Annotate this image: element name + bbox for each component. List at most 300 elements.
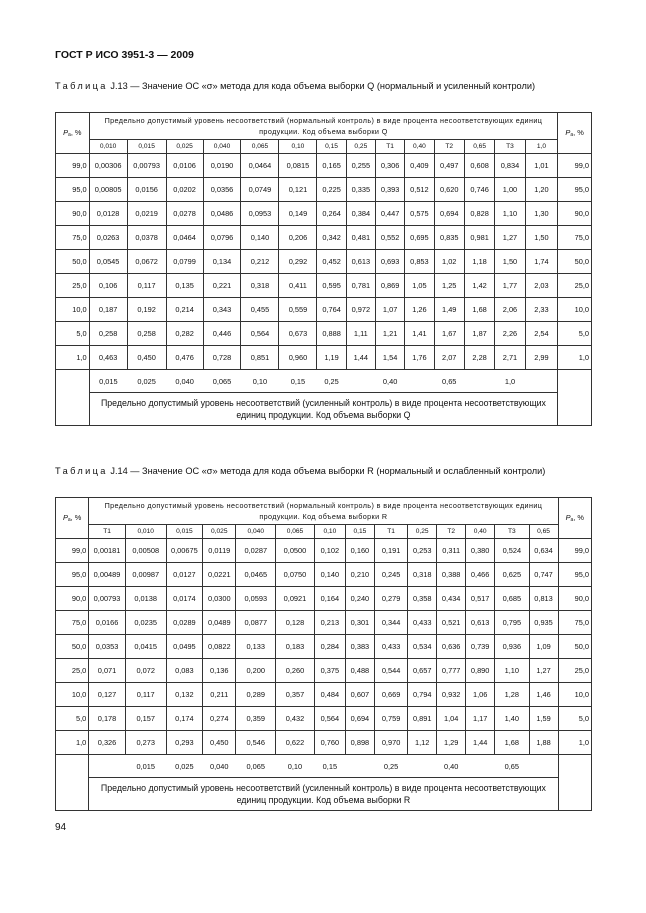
value-cell: 1,02 xyxy=(434,250,464,274)
pa-value-right: 10,0 xyxy=(558,298,592,322)
value-cell: 1,50 xyxy=(495,250,525,274)
tightened-code-row xyxy=(56,755,592,778)
value-cell: 1,11 xyxy=(346,322,375,346)
table-row xyxy=(56,298,592,322)
value-cell: 0,890 xyxy=(466,659,495,683)
aql-code-header: 1,0 xyxy=(525,140,558,154)
aql-code-header: 0,040 xyxy=(203,140,241,154)
value-cell: 0,524 xyxy=(495,539,529,563)
value-cell: 1,09 xyxy=(529,635,558,659)
value-cell: 1,25 xyxy=(434,274,464,298)
value-cell: 0,433 xyxy=(374,635,407,659)
value-cell: 1,01 xyxy=(525,154,558,178)
value-cell: 0,476 xyxy=(166,346,203,370)
value-cell: 0,607 xyxy=(345,683,374,707)
tightened-aql-code: 1,0 xyxy=(495,370,525,393)
value-cell: 0,613 xyxy=(346,250,375,274)
table-row xyxy=(56,659,592,683)
tightened-aql-code: 0,40 xyxy=(375,370,404,393)
value-cell: 0,127 xyxy=(89,683,126,707)
value-cell: 1,17 xyxy=(466,707,495,731)
value-cell: 2,03 xyxy=(525,274,558,298)
aql-code-row xyxy=(56,140,592,154)
value-cell: 1,21 xyxy=(375,322,404,346)
value-cell: 0,284 xyxy=(314,635,345,659)
value-cell: 1,41 xyxy=(405,322,434,346)
value-cell: 0,0815 xyxy=(279,154,317,178)
value-cell: 0,552 xyxy=(375,226,404,250)
value-cell: 0,102 xyxy=(314,539,345,563)
tightened-aql-code: 0,015 xyxy=(89,370,127,393)
value-cell: 1,54 xyxy=(375,346,404,370)
value-cell: 0,409 xyxy=(405,154,434,178)
value-cell: 0,0156 xyxy=(127,178,166,202)
value-cell: 0,564 xyxy=(241,322,279,346)
aql-code-header: 0,010 xyxy=(125,525,166,539)
pa-value-left: 99,0 xyxy=(56,154,90,178)
value-cell: 0,00508 xyxy=(125,539,166,563)
value-cell: 0,512 xyxy=(405,178,434,202)
tightened-aql-code: 0,025 xyxy=(127,370,166,393)
tightened-aql-code: 0,15 xyxy=(314,755,345,778)
value-cell: 0,613 xyxy=(466,611,495,635)
value-cell: 0,620 xyxy=(434,178,464,202)
table-row xyxy=(56,154,592,178)
tightened-aql-code: 0,040 xyxy=(203,755,236,778)
normal-inspection-header: Предельно допустимый уровень несоответствий (нормальный контроль) в виде процента несоответствующих единиц продукции. Код объема выборки Q xyxy=(89,113,558,140)
value-cell: 0,160 xyxy=(345,539,374,563)
value-cell: 0,534 xyxy=(408,635,437,659)
value-cell: 1,20 xyxy=(525,178,558,202)
value-cell: 0,210 xyxy=(345,563,374,587)
value-cell: 0,258 xyxy=(127,322,166,346)
table-j14 xyxy=(55,497,592,811)
value-cell: 0,466 xyxy=(466,563,495,587)
value-cell: 0,888 xyxy=(317,322,346,346)
value-cell: 0,00793 xyxy=(89,587,126,611)
value-cell: 0,0822 xyxy=(203,635,236,659)
pa-value-right: 5,0 xyxy=(558,707,591,731)
value-cell: 0,393 xyxy=(375,178,404,202)
value-cell: 2,54 xyxy=(525,322,558,346)
pa-value-left: 25,0 xyxy=(56,659,89,683)
pa-value-left: 5,0 xyxy=(56,322,90,346)
value-cell: 0,828 xyxy=(464,202,494,226)
value-cell: 0,851 xyxy=(241,346,279,370)
blank-corner-left xyxy=(56,370,90,426)
value-cell: 0,695 xyxy=(405,226,434,250)
pa-value-left: 5,0 xyxy=(56,707,89,731)
value-cell: 1,77 xyxy=(495,274,525,298)
value-cell: 0,072 xyxy=(125,659,166,683)
value-cell: 1,30 xyxy=(525,202,558,226)
value-cell: 0,200 xyxy=(236,659,276,683)
value-cell: 0,0202 xyxy=(166,178,203,202)
aql-code-header: T3 xyxy=(495,140,525,154)
table-row xyxy=(56,226,592,250)
value-cell: 0,564 xyxy=(314,707,345,731)
value-cell: 0,777 xyxy=(437,659,466,683)
tightened-aql-code xyxy=(346,370,375,393)
aql-code-header: 0,040 xyxy=(236,525,276,539)
value-cell: 0,117 xyxy=(127,274,166,298)
tightened-aql-code xyxy=(529,755,558,778)
value-cell: 0,0356 xyxy=(203,178,241,202)
pa-value-left: 90,0 xyxy=(56,202,90,226)
value-cell: 0,135 xyxy=(166,274,203,298)
value-cell: 0,206 xyxy=(279,226,317,250)
value-cell: 0,273 xyxy=(125,731,166,755)
value-cell: 2,07 xyxy=(434,346,464,370)
value-cell: 1,87 xyxy=(464,322,494,346)
value-cell: 0,00675 xyxy=(166,539,203,563)
value-cell: 0,625 xyxy=(495,563,529,587)
value-cell: 0,673 xyxy=(279,322,317,346)
value-cell: 0,140 xyxy=(314,563,345,587)
value-cell: 2,71 xyxy=(495,346,525,370)
value-cell: 0,432 xyxy=(276,707,315,731)
pa-value-left: 10,0 xyxy=(56,683,89,707)
value-cell: 0,970 xyxy=(374,731,407,755)
tightened-aql-code: 0,025 xyxy=(166,755,203,778)
value-cell: 1,40 xyxy=(495,707,529,731)
aql-code-header: 0,15 xyxy=(317,140,346,154)
pa-value-right: 5,0 xyxy=(558,322,592,346)
pa-subscript: a xyxy=(67,517,71,523)
value-cell: 0,0545 xyxy=(89,250,127,274)
value-cell: 0,834 xyxy=(495,154,525,178)
tightened-aql-code: 0,25 xyxy=(317,370,346,393)
value-cell: 0,0235 xyxy=(125,611,166,635)
value-cell: 0,282 xyxy=(166,322,203,346)
page-header: ГОСТ Р ИСО 3951-3 — 2009 xyxy=(55,49,194,61)
value-cell: 0,488 xyxy=(345,659,374,683)
value-cell: 0,622 xyxy=(276,731,315,755)
pa-unit: , % xyxy=(573,513,584,522)
table-row xyxy=(56,539,592,563)
value-cell: 1,10 xyxy=(495,659,529,683)
value-cell: 0,746 xyxy=(464,178,494,202)
table-row xyxy=(56,587,592,611)
value-cell: 0,0119 xyxy=(203,539,236,563)
table-j13-caption xyxy=(55,80,591,92)
pa-value-right: 1,0 xyxy=(558,346,592,370)
value-cell: 0,764 xyxy=(317,298,346,322)
value-cell: 0,00306 xyxy=(89,154,127,178)
tightened-aql-code xyxy=(89,755,126,778)
value-cell: 0,608 xyxy=(464,154,494,178)
value-cell: 0,0289 xyxy=(166,611,203,635)
table-row xyxy=(56,611,592,635)
pa-subscript: a xyxy=(570,517,574,523)
aql-code-header: 0,015 xyxy=(127,140,166,154)
value-cell: 0,359 xyxy=(236,707,276,731)
value-cell: 0,669 xyxy=(374,683,407,707)
pa-value-right: 25,0 xyxy=(558,659,591,683)
value-cell: 0,835 xyxy=(434,226,464,250)
value-cell: 0,0799 xyxy=(166,250,203,274)
value-cell: 0,446 xyxy=(203,322,241,346)
value-cell: 0,0877 xyxy=(236,611,276,635)
value-cell: 1,18 xyxy=(464,250,494,274)
header-row xyxy=(56,113,592,140)
value-cell: 0,898 xyxy=(345,731,374,755)
blank-corner-left xyxy=(56,755,89,811)
value-cell: 1,05 xyxy=(405,274,434,298)
pa-header-left xyxy=(56,113,90,154)
value-cell: 1,07 xyxy=(375,298,404,322)
value-cell: 1,68 xyxy=(464,298,494,322)
aql-code-row xyxy=(56,525,592,539)
pa-value-left: 75,0 xyxy=(56,611,89,635)
normal-inspection-header: Предельно допустимый уровень несоответствий (нормальный контроль) в виде процента несоответствующих единиц продукции. Код объема выборки R xyxy=(89,498,558,525)
value-cell: 0,972 xyxy=(346,298,375,322)
value-cell: 0,434 xyxy=(437,587,466,611)
table-j13 xyxy=(55,112,592,426)
value-cell: 1,68 xyxy=(495,731,529,755)
value-cell: 1,74 xyxy=(525,250,558,274)
value-cell: 0,0796 xyxy=(203,226,241,250)
tightened-aql-code: 0,040 xyxy=(166,370,203,393)
blank-corner-right xyxy=(558,755,591,811)
value-cell: 0,0500 xyxy=(276,539,315,563)
value-cell: 0,0221 xyxy=(203,563,236,587)
pa-value-right: 1,0 xyxy=(558,731,591,755)
aql-code-header: 0,025 xyxy=(203,525,236,539)
value-cell: 0,0750 xyxy=(276,563,315,587)
value-cell: 0,411 xyxy=(279,274,317,298)
value-cell: 0,694 xyxy=(345,707,374,731)
pa-symbol: P xyxy=(565,513,571,522)
value-cell: 0,497 xyxy=(434,154,464,178)
table-row xyxy=(56,346,592,370)
header-row xyxy=(56,498,592,525)
pa-value-right: 75,0 xyxy=(558,226,592,250)
value-cell: 0,559 xyxy=(279,298,317,322)
value-cell: 0,136 xyxy=(203,659,236,683)
value-cell: 0,452 xyxy=(317,250,346,274)
value-cell: 0,636 xyxy=(437,635,466,659)
pa-value-right: 10,0 xyxy=(558,683,591,707)
pa-symbol: P xyxy=(63,128,69,137)
value-cell: 0,164 xyxy=(314,587,345,611)
aql-code-header: T3 xyxy=(495,525,529,539)
value-cell: 0,455 xyxy=(241,298,279,322)
value-cell: 1,76 xyxy=(405,346,434,370)
caption-label: Таблица xyxy=(55,81,108,91)
value-cell: 0,685 xyxy=(495,587,529,611)
value-cell: 0,245 xyxy=(374,563,407,587)
value-cell: 1,00 xyxy=(495,178,525,202)
tightened-aql-code: 0,65 xyxy=(434,370,464,393)
pa-value-left: 90,0 xyxy=(56,587,89,611)
value-cell: 0,0672 xyxy=(127,250,166,274)
tightened-aql-code xyxy=(405,370,434,393)
value-cell: 0,0378 xyxy=(127,226,166,250)
value-cell: 2,28 xyxy=(464,346,494,370)
tightened-aql-code: 0,065 xyxy=(203,370,241,393)
value-cell: 0,447 xyxy=(375,202,404,226)
value-cell: 0,326 xyxy=(89,731,126,755)
value-cell: 0,213 xyxy=(314,611,345,635)
value-cell: 0,936 xyxy=(495,635,529,659)
pa-header-right xyxy=(558,113,592,154)
value-cell: 0,318 xyxy=(408,563,437,587)
value-cell: 0,521 xyxy=(437,611,466,635)
aql-code-header: 0,025 xyxy=(166,140,203,154)
value-cell: 0,0287 xyxy=(236,539,276,563)
value-cell: 0,0278 xyxy=(166,202,203,226)
value-cell: 0,0921 xyxy=(276,587,315,611)
value-cell: 0,192 xyxy=(127,298,166,322)
table-row xyxy=(56,731,592,755)
value-cell: 0,183 xyxy=(276,635,315,659)
value-cell: 0,083 xyxy=(166,659,203,683)
tightened-aql-code: 0,65 xyxy=(495,755,529,778)
value-cell: 0,760 xyxy=(314,731,345,755)
value-cell: 0,306 xyxy=(375,154,404,178)
pa-value-left: 1,0 xyxy=(56,346,90,370)
value-cell: 1,49 xyxy=(434,298,464,322)
value-cell: 1,27 xyxy=(529,659,558,683)
value-cell: 2,33 xyxy=(525,298,558,322)
value-cell: 0,343 xyxy=(203,298,241,322)
value-cell: 0,292 xyxy=(279,250,317,274)
value-cell: 0,932 xyxy=(437,683,466,707)
pa-value-right: 90,0 xyxy=(558,202,592,226)
tightened-aql-code: 0,10 xyxy=(241,370,279,393)
value-cell: 0,258 xyxy=(89,322,127,346)
aql-code-header: 0,40 xyxy=(466,525,495,539)
table-row xyxy=(56,178,592,202)
value-cell: 0,383 xyxy=(345,635,374,659)
value-cell: 1,12 xyxy=(408,731,437,755)
value-cell: 0,981 xyxy=(464,226,494,250)
aql-code-header: 0,065 xyxy=(276,525,315,539)
tightened-inspection-footer: Предельно допустимый уровень несоответствий (усиленный контроль) в виде процента несоответствующих единиц продукции. Код объема выборки R xyxy=(89,778,558,811)
aql-code-header: T1 xyxy=(374,525,407,539)
value-cell: 0,0353 xyxy=(89,635,126,659)
value-cell: 0,132 xyxy=(166,683,203,707)
pa-subscript: a xyxy=(68,132,71,138)
caption-label: Таблица xyxy=(55,466,108,476)
value-cell: 2,99 xyxy=(525,346,558,370)
value-cell: 0,0464 xyxy=(241,154,279,178)
value-cell: 0,293 xyxy=(166,731,203,755)
pa-value-left: 1,0 xyxy=(56,731,89,755)
value-cell: 0,133 xyxy=(236,635,276,659)
footer-row xyxy=(56,778,592,811)
pa-value-right: 50,0 xyxy=(558,635,591,659)
aql-code-header: T1 xyxy=(375,140,404,154)
value-cell: 0,00181 xyxy=(89,539,126,563)
table-row xyxy=(56,250,592,274)
value-cell: 0,191 xyxy=(374,539,407,563)
value-cell: 1,44 xyxy=(346,346,375,370)
caption-text: J.14 — Значение ОС «σ» метода для кода объема выборки R (нормальный и ослабленный контроли) xyxy=(107,466,546,476)
pa-value-left: 95,0 xyxy=(56,563,89,587)
pa-value-left: 95,0 xyxy=(56,178,90,202)
blank-corner-right xyxy=(558,370,592,426)
value-cell: 0,212 xyxy=(241,250,279,274)
value-cell: 1,19 xyxy=(317,346,346,370)
value-cell: 0,517 xyxy=(466,587,495,611)
pa-unit: , % xyxy=(70,513,82,522)
pa-symbol: P xyxy=(62,513,68,522)
aql-code-header: 0,065 xyxy=(241,140,279,154)
table-row xyxy=(56,202,592,226)
value-cell: 0,0495 xyxy=(166,635,203,659)
tightened-aql-code xyxy=(345,755,374,778)
value-cell: 1,44 xyxy=(466,731,495,755)
aql-code-header: 0,015 xyxy=(166,525,203,539)
value-cell: 2,06 xyxy=(495,298,525,322)
footer-row xyxy=(56,393,592,426)
value-cell: 0,253 xyxy=(408,539,437,563)
value-cell: 0,289 xyxy=(236,683,276,707)
value-cell: 0,0489 xyxy=(203,611,236,635)
aql-code-header: 0,65 xyxy=(464,140,494,154)
pa-unit: , % xyxy=(70,128,82,137)
value-cell: 0,484 xyxy=(314,683,345,707)
value-cell: 1,28 xyxy=(495,683,529,707)
value-cell: 0,174 xyxy=(166,707,203,731)
value-cell: 0,813 xyxy=(529,587,558,611)
value-cell: 0,693 xyxy=(375,250,404,274)
aql-code-header: 0,25 xyxy=(346,140,375,154)
value-cell: 0,891 xyxy=(408,707,437,731)
value-cell: 0,0128 xyxy=(89,202,127,226)
pa-value-left: 10,0 xyxy=(56,298,90,322)
value-cell: 0,128 xyxy=(276,611,315,635)
tightened-aql-code: 0,065 xyxy=(236,755,276,778)
value-cell: 0,071 xyxy=(89,659,126,683)
value-cell: 0,225 xyxy=(317,178,346,202)
value-cell: 0,657 xyxy=(408,659,437,683)
value-cell: 0,853 xyxy=(405,250,434,274)
table-row xyxy=(56,683,592,707)
aql-code-header: 0,65 xyxy=(529,525,558,539)
value-cell: 0,375 xyxy=(314,659,345,683)
value-cell: 0,0749 xyxy=(241,178,279,202)
pa-value-right: 90,0 xyxy=(558,587,591,611)
value-cell: 0,960 xyxy=(279,346,317,370)
value-cell: 0,433 xyxy=(408,611,437,635)
value-cell: 0,311 xyxy=(437,539,466,563)
value-cell: 0,00805 xyxy=(89,178,127,202)
value-cell: 0,00489 xyxy=(89,563,126,587)
value-cell: 0,0219 xyxy=(127,202,166,226)
pa-symbol: P xyxy=(565,128,571,137)
pa-value-left: 25,0 xyxy=(56,274,90,298)
aql-code-header: 0,40 xyxy=(405,140,434,154)
pa-value-right: 95,0 xyxy=(558,178,592,202)
value-cell: 1,59 xyxy=(529,707,558,731)
value-cell: 0,149 xyxy=(279,202,317,226)
value-cell: 0,450 xyxy=(127,346,166,370)
value-cell: 0,481 xyxy=(346,226,375,250)
pa-value-right: 25,0 xyxy=(558,274,592,298)
value-cell: 0,935 xyxy=(529,611,558,635)
value-cell: 0,0127 xyxy=(166,563,203,587)
tightened-aql-code: 0,25 xyxy=(374,755,407,778)
value-cell: 0,255 xyxy=(346,154,375,178)
value-cell: 0,0464 xyxy=(166,226,203,250)
value-cell: 0,165 xyxy=(317,154,346,178)
pa-header-right xyxy=(558,498,591,539)
value-cell: 0,544 xyxy=(374,659,407,683)
value-cell: 1,46 xyxy=(529,683,558,707)
